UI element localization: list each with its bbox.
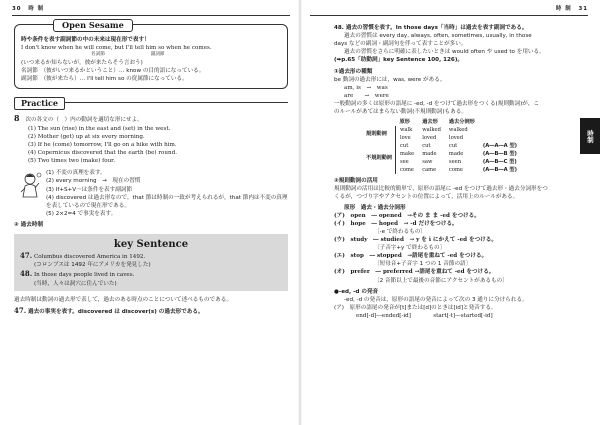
key-example-english: In those days people lived in caves.	[33, 272, 135, 279]
table-cell: loved	[422, 135, 437, 142]
answer-item: (5) 2×2=4 で事実を表す。	[46, 210, 117, 217]
answer-item: (1) 不変の真理を表す。	[46, 170, 106, 177]
table-cell: (A―A―A 型)	[482, 143, 518, 150]
book-gutter	[298, 0, 302, 425]
table-cell: see	[399, 159, 409, 166]
pronunciation-example: end[-d]―ended[-id] start[-t]―started[-id]	[356, 312, 493, 319]
table-cell: walk	[399, 127, 413, 134]
key-example-translation: (コロンブスは 1492 年にアメリカを発見した)	[34, 262, 151, 269]
heading-past-forms: ①過去形の種類	[334, 68, 373, 75]
right-content	[334, 24, 568, 320]
explanation-48: 48. 過去の習慣を表す。In those days「当時」は過去を表す副詞である。	[334, 25, 528, 31]
open-sesame-box	[14, 20, 288, 89]
table-cell: walked	[422, 127, 441, 134]
explanation-number: 47.	[14, 305, 27, 315]
sesame-line-1: (いつ来るか知らないが，彼が来たらそう言おう)	[21, 59, 143, 66]
table-cell: walked	[448, 127, 468, 134]
practice-label: Practice	[14, 97, 65, 110]
table-cell: loved	[448, 135, 464, 142]
paragraph-line: (ア) 原形の語尾の発音が[t]または[d]のときは[id]と発音する。	[334, 304, 497, 311]
table-row	[362, 126, 521, 134]
practice-item: (4) Copernicus discovered that the earth (be) round.	[28, 150, 177, 157]
key-example-number: 48.	[20, 269, 33, 279]
table-cell: saw	[422, 159, 433, 166]
key-example-translation: (当時，人々は洞穴に住んでいた)	[34, 280, 117, 287]
table-cell: (A―B―A 型)	[482, 167, 517, 174]
table-cell: cut	[448, 143, 458, 150]
table-header: 過去形	[422, 119, 438, 126]
rule-item: (ウ) study ― studied → y を i にかえて -ed をつける。	[334, 236, 497, 243]
right-chapter-title: 時 制	[555, 6, 572, 12]
sesame-clause-labels: 名詞節 副詞節	[91, 52, 165, 58]
left-header-rule	[12, 15, 290, 16]
explanation-47: 過去の事実を表す。discovered は discover(s) の過去形である。	[27, 308, 204, 315]
verb-forms-table	[362, 118, 522, 174]
practice-item: (2) Mother (get) up at six every morning.	[28, 133, 145, 140]
sesame-line-3: 副詞節 （彼が来たら）… I'll tell him so の従属節になっている。	[21, 76, 188, 83]
table-cell: (A―B―C 型)	[482, 159, 517, 166]
left-running-head	[12, 6, 44, 14]
rule-item: (オ) prefer ― preferred →語尾を重ねて -ed をつける。	[334, 269, 495, 276]
sesame-example: I don't know when he will come, but I'll tell him so when he comes.	[21, 45, 212, 52]
paragraph-line: 一般動詞の多くは原形の語尾に -ed, -d をつけて過去形をつくる(規則動詞)が，こ	[334, 100, 540, 107]
regular-verbs-label: 規則動詞	[362, 126, 395, 142]
right-page-number: 31	[578, 6, 588, 12]
table-cell: cut	[422, 143, 431, 150]
left-content	[14, 20, 288, 316]
paragraph-line: 過去の習慣は every day, always, often, sometimes, usually, in those	[344, 33, 532, 40]
paragraph-line: 過去の習慣をさらに明確に表したいときは would often や used to を用いる。	[344, 49, 545, 56]
table-cell	[479, 126, 521, 134]
heading-ed-pronunciation: ●-ed, -d の発音	[334, 288, 379, 295]
table-cell: made	[448, 151, 464, 158]
past-tense-explanation: 過去時制は動詞の過去形で表して，過去のある時点のことについて述べるものである。	[14, 296, 232, 303]
table-cell: come	[448, 167, 463, 174]
irregular-verbs-label: 不規則動詞	[362, 142, 395, 174]
table-cell: come	[399, 167, 414, 174]
table-cell: love	[399, 135, 411, 142]
rule-item: (イ) hope ― hoped → -d だけをつける。	[334, 220, 458, 227]
table-cell	[479, 134, 521, 142]
paragraph-line: be 動詞の過去形には，was, were がある。	[334, 76, 446, 83]
sesame-lead: 時や条件を表す副詞節の中の未来は現在形で表す！	[21, 37, 150, 43]
left-chapter-title: 時 制	[28, 6, 45, 12]
key-sentence-title: key Sentence	[113, 239, 189, 251]
table-cell: made	[422, 151, 437, 158]
rule-note: 〔-e で終わるもの〕	[374, 228, 426, 235]
paragraph-line: のルールがあてはまらない動詞(不規則動詞)もある。	[334, 109, 467, 116]
answer-item: (2) every morning → 現在の習慣	[46, 178, 141, 185]
key-example-english: Columbus discovered America in 1492.	[33, 254, 146, 261]
table-row	[362, 142, 521, 150]
section-heading-past: ② 過去時制	[14, 222, 44, 228]
rule-item: (ア) open ― opened →その ま ま -ed をつける。	[334, 212, 480, 219]
table-cell: came	[422, 167, 437, 174]
heading-regular-conjugation: ②規則動詞の活用	[334, 178, 378, 185]
rule-item: (エ) stop ― stopped →語尾を重ねて -ed をつける。	[334, 253, 488, 260]
practice-item: (1) The sun (rise) in the east and (set) in the west.	[28, 125, 171, 132]
table-header-row	[362, 118, 521, 126]
right-running-head	[556, 6, 588, 14]
answer-item: (3) If+S+V〜は条件を表す副詞節	[46, 186, 133, 193]
practice-items	[14, 125, 288, 166]
thinking-student-illustration	[18, 171, 42, 199]
open-sesame-title: Open Sesame	[53, 19, 133, 32]
table-cell: (A―B―B 型)	[482, 151, 517, 158]
rules-header: 原形 過去・過去分詞形	[344, 204, 406, 211]
right-page	[304, 0, 600, 425]
practice-instruction: 次の各文の（ ）内の動詞を適切な形にせよ。	[25, 117, 143, 124]
left-page	[0, 0, 296, 425]
right-header-rule	[310, 15, 588, 16]
rule-note: 〔子音字+y で終わるもの〕	[374, 245, 446, 252]
table-cell: seen	[448, 159, 462, 166]
rule-note: 〔短母音+子音字 1 つの 1 音節の語〕	[374, 261, 472, 268]
practice-item: (5) Two times two (make) four.	[28, 158, 116, 165]
practice-header	[14, 97, 288, 110]
answer-item: (4) discovered は過去形なので，that 節は時制の一致が考えられるが，that 節内は不変の真理を表しているので現在形である。	[46, 194, 288, 209]
key-example-number: 47.	[20, 251, 33, 261]
practice-question	[14, 113, 288, 165]
table-header: 原形	[399, 119, 410, 126]
paragraph-line: -ed, -d の発音は，原形の語尾の発音によって次の 3 通りに分けられる。	[344, 296, 528, 303]
paragraph-line: days などの副詞・副詞句を伴って表すことが多い。	[334, 41, 467, 48]
practice-item: (3) If he (come) tomorrow, I'll go on a hike with him.	[28, 142, 177, 149]
practice-answers	[14, 169, 288, 218]
table-header: 過去分詞形	[448, 119, 475, 126]
be-verb-row: am, is → was	[344, 84, 388, 91]
practice-number: 8	[14, 113, 20, 124]
rule-note: 〔2 音節以上で最後の音節にアクセントがあるもの〕	[374, 277, 508, 284]
cross-reference: (➡p.65「助動詞」key Sentence 100, 126)。	[334, 57, 463, 64]
be-verb-row: are → were	[344, 92, 389, 99]
paragraph-line: 規則動詞の活用は比較的簡単で，原形の語尾に -ed をつけて過去形・過去分詞形をつ	[334, 186, 548, 193]
left-page-number: 30	[12, 6, 22, 12]
paragraph-line: くるが，つづり字やアクセントの位置によって，活用上のルールがある。	[334, 194, 519, 201]
key-sentence-box	[14, 234, 288, 291]
sesame-line-2: 名詞節 （彼がいつ来るかということ）… know の目的語になっている。	[21, 67, 205, 74]
chapter-tab: 時制	[580, 118, 600, 154]
table-cell: make	[399, 151, 415, 158]
table-cell: cut	[399, 143, 409, 150]
